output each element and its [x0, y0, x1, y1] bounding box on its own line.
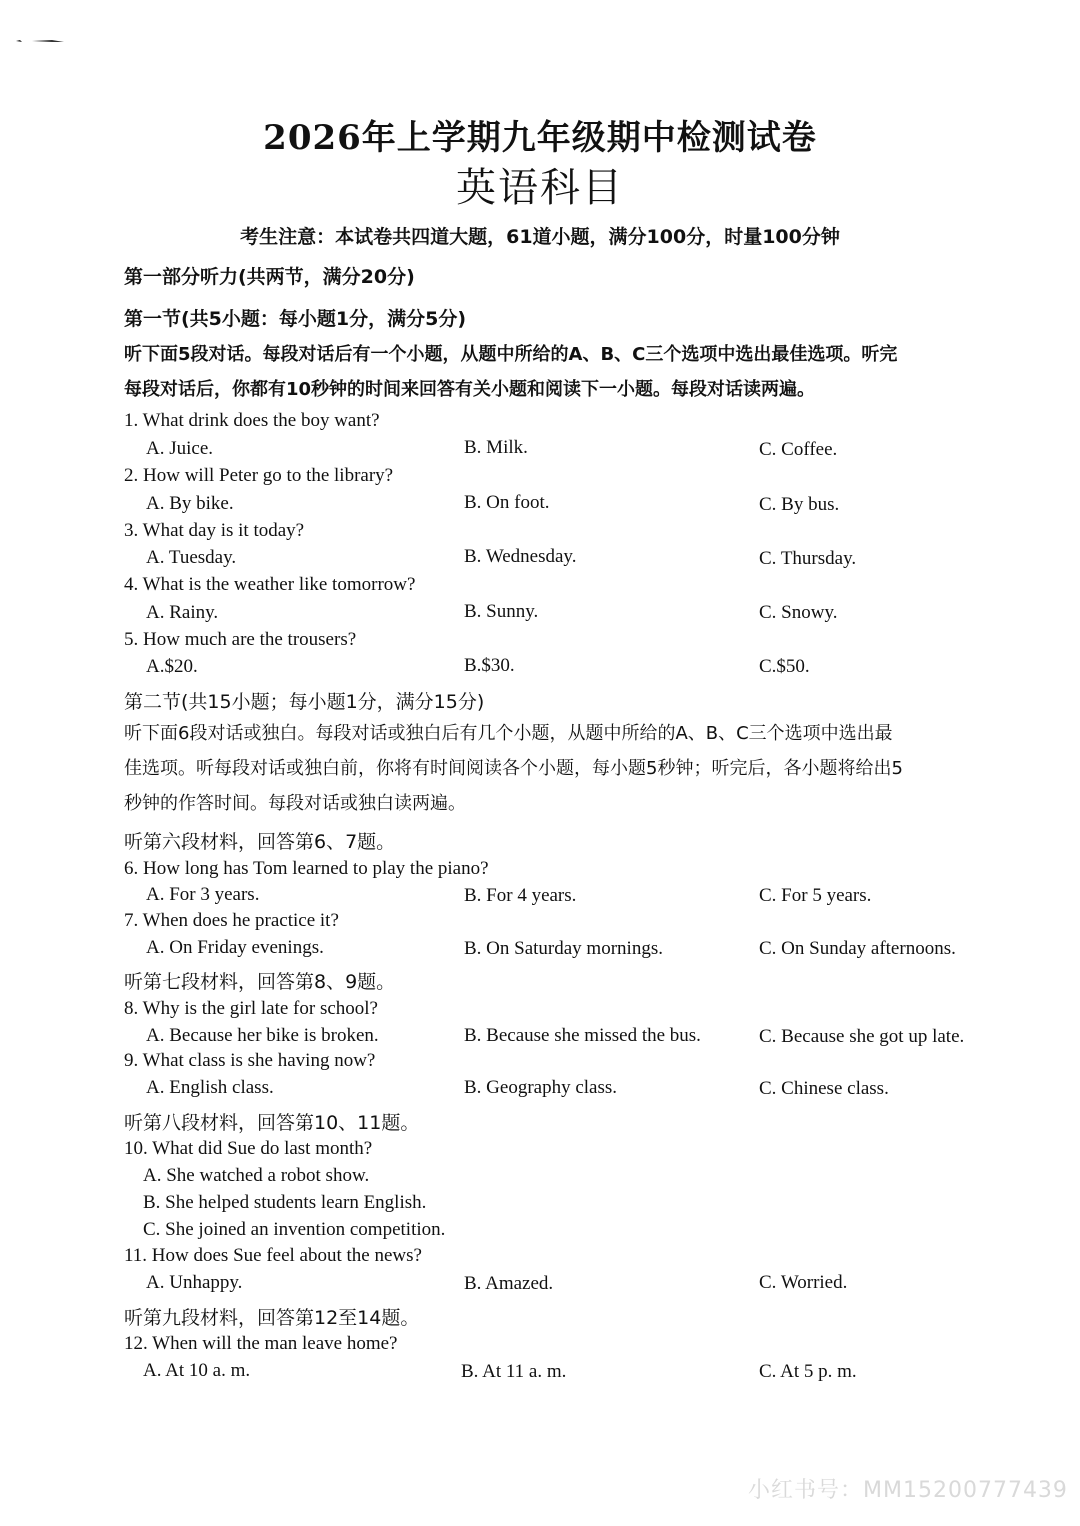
q6-option-c: C. For 5 years.	[759, 885, 872, 906]
exam-notice: 考生注意：本试卷共四道大题，61道小题，满分100分，时量100分钟	[240, 226, 840, 248]
question-1: 1. What drink does the boy want?	[124, 410, 380, 431]
q4-option-b: B. Sunny.	[464, 601, 539, 622]
q11-option-b: B. Amazed.	[464, 1273, 554, 1294]
q9-option-a: A. English class.	[146, 1077, 274, 1098]
question-8: 8. Why is the girl late for school?	[124, 998, 378, 1019]
section2-instruction: 听下面6段对话或独白。每段对话或独白后有几个小题，从题中所给的A、B、C三个选项中选出最 佳选项。听每段对话或独白前，你将有时间阅读各个小题，每小题5秒钟；听完后，各小题将给出5 秒钟的作答时间。每段对话或独白读两遍。	[124, 723, 903, 814]
material-8-label: 听第八段材料，回答第10、11题。	[124, 1112, 420, 1134]
question-6: 6. How long has Tom learned to play the piano?	[124, 858, 489, 879]
watermark: 小红书号：MM15200777439	[748, 1478, 1068, 1503]
question-4: 4. What is the weather like tomorrow?	[124, 574, 416, 595]
q10-option-c: C. She joined an invention competition.	[143, 1219, 446, 1240]
q5-option-b: B.$30.	[464, 655, 515, 676]
section1-heading: 第一节(共5小题：每小题1分，满分5分)	[124, 308, 467, 330]
q1-option-c: C. Coffee.	[759, 439, 838, 460]
q4-option-a: A. Rainy.	[146, 602, 219, 623]
q7-option-a: A. On Friday evenings.	[146, 937, 324, 958]
q3-option-a: A. Tuesday.	[146, 547, 237, 568]
material-6-label: 听第六段材料，回答第6、7题。	[124, 831, 396, 853]
q8-option-b: B. Because she missed the bus.	[464, 1025, 701, 1046]
q7-option-b: B. On Saturday mornings.	[464, 938, 663, 959]
q12-option-b: B. At 11 a. m.	[461, 1361, 567, 1382]
question-12: 12. When will the man leave home?	[124, 1333, 398, 1354]
q6-option-b: B. For 4 years.	[464, 885, 577, 906]
material-7-label: 听第七段材料，回答第8、9题。	[124, 971, 396, 993]
q2-option-a: A. By bike.	[146, 493, 234, 514]
q6-option-a: A. For 3 years.	[146, 884, 260, 905]
q4-option-c: C. Snowy.	[759, 602, 838, 623]
question-11: 11. How does Sue feel about the news?	[124, 1245, 422, 1266]
q8-option-c: C. Because she got up late.	[759, 1026, 965, 1047]
q1-option-a: A. Juice.	[146, 438, 214, 459]
q7-option-c: C. On Sunday afternoons.	[759, 938, 956, 959]
q2-option-c: C. By bus.	[759, 494, 840, 515]
q10-option-b: B. She helped students learn English.	[143, 1192, 427, 1213]
question-2: 2. How will Peter go to the library?	[124, 465, 394, 486]
part1-heading: 第一部分听力(共两节，满分20分)	[124, 266, 415, 288]
question-10: 10. What did Sue do last month?	[124, 1138, 373, 1159]
q2-option-b: B. On foot.	[464, 492, 550, 513]
question-5: 5. How much are the trousers?	[124, 629, 357, 650]
q11-option-a: A. Unhappy.	[146, 1272, 243, 1293]
q5-option-a: A.$20.	[146, 656, 198, 677]
q8-option-a: A. Because her bike is broken.	[146, 1025, 379, 1046]
exam-subject: 英语科目	[456, 165, 624, 211]
section1-instruction: 听下面5段对话。每段对话后有一个小题，从题中所给的A、B、C三个选项中选出最佳选项。听完 每段对话后，你都有10秒钟的时间来回答有关小题和阅读下一小题。每段对话读两遍。	[124, 344, 898, 400]
q3-option-c: C. Thursday.	[759, 548, 857, 569]
q11-option-c: C. Worried.	[759, 1272, 848, 1293]
q1-option-b: B. Milk.	[464, 437, 528, 458]
q12-option-a: A. At 10 a. m.	[143, 1360, 251, 1381]
material-9-label: 听第九段材料，回答第12至14题。	[124, 1307, 420, 1329]
exam-title: 2026年上学期九年级期中检测试卷	[263, 118, 817, 158]
question-7: 7. When does he practice it?	[124, 910, 339, 931]
q9-option-c: C. Chinese class.	[759, 1078, 889, 1099]
q5-option-c: C.$50.	[759, 656, 810, 677]
q12-option-c: C. At 5 p. m.	[759, 1361, 857, 1382]
scan-mark-icon	[14, 36, 66, 46]
question-9: 9. What class is she having now?	[124, 1050, 376, 1071]
section2-heading: 第二节(共15小题；每小题1分，满分15分)	[124, 691, 485, 713]
q9-option-b: B. Geography class.	[464, 1077, 618, 1098]
q3-option-b: B. Wednesday.	[464, 546, 577, 567]
q10-option-a: A. She watched a robot show.	[143, 1165, 370, 1186]
question-3: 3. What day is it today?	[124, 520, 305, 541]
